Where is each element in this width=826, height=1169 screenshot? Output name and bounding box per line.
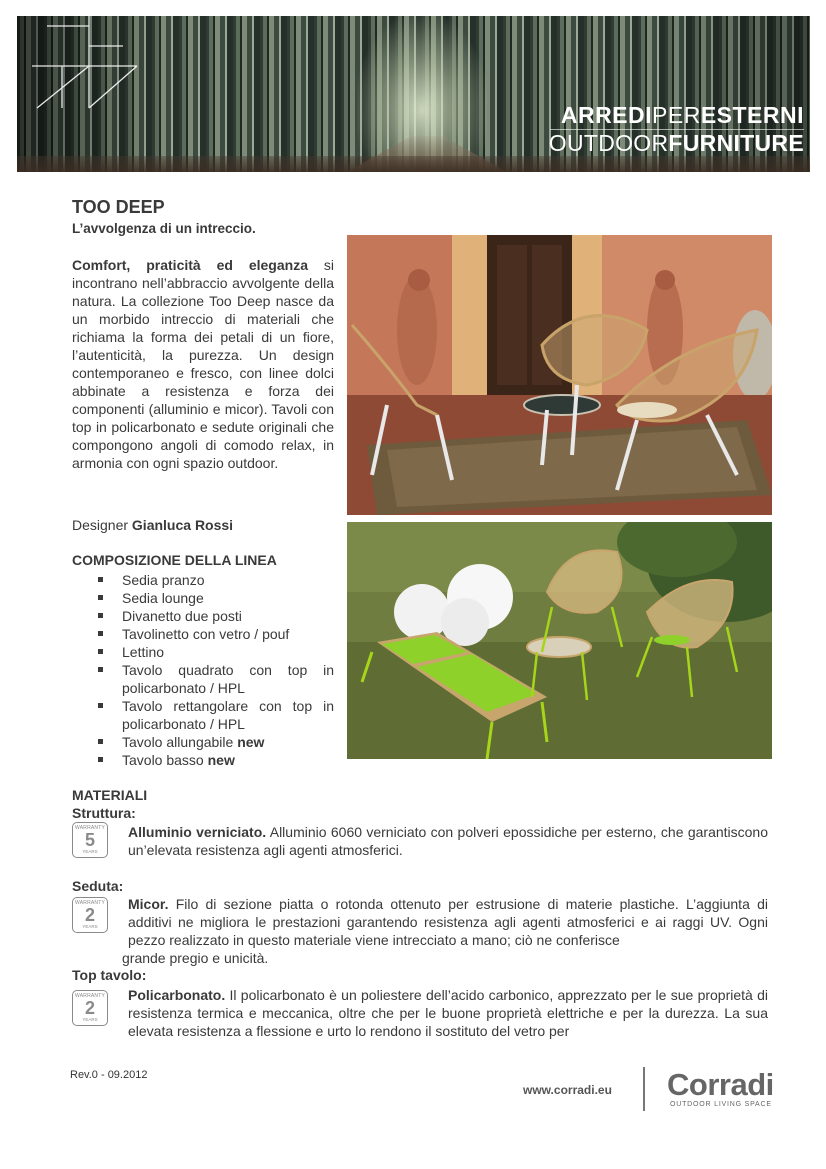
list-item: Tavolo basso new bbox=[72, 751, 334, 769]
intro-highlight: Comfort, praticità ed eleganza bbox=[72, 257, 308, 273]
product-photo-garden bbox=[347, 522, 772, 759]
list-item: Tavolinetto con vetro / pouf bbox=[72, 625, 334, 643]
product-title: TOO DEEP bbox=[72, 197, 165, 217]
list-item: Divanetto due posti bbox=[72, 607, 334, 625]
footer-divider bbox=[643, 1067, 645, 1111]
product-subtitle: L’avvolgenza di un intreccio. bbox=[72, 221, 256, 236]
seat-description: Micor. Filo di sezione piatta o rotonda ottenuto per estrusione di materie plastiche. L’aggiunta di additivi ne migliora le prestazioni garantendo resistenza agli agenti atmosferici e ai raggi UV. Ogni pezzo realizzato in questo materiale viene intrecciato a mano; ciò ne conferisce bbox=[128, 896, 768, 948]
designer-credit: Designer Gianluca Rossi bbox=[72, 517, 234, 533]
materials-title: MATERIALI bbox=[72, 787, 148, 803]
composition-list bbox=[72, 571, 334, 769]
list-item: Tavolo quadrato con top in policarbonato / HPL bbox=[72, 661, 334, 697]
header-banner bbox=[17, 16, 810, 172]
new-badge: new bbox=[207, 752, 235, 768]
warranty-2-years-icon: WARRANTY 2 YEARS bbox=[72, 897, 108, 933]
seat-label: Seduta: bbox=[72, 878, 124, 894]
composition-title: COMPOSIZIONE DELLA LINEA bbox=[72, 552, 277, 568]
warranty-2-years-icon: WARRANTY 2 YEARS bbox=[72, 990, 108, 1026]
logo-tagline: OUTDOOR LIVING SPACE bbox=[670, 1101, 772, 1108]
corradi-logo: Corradi bbox=[667, 1067, 774, 1102]
list-item: Sedia pranzo bbox=[72, 571, 334, 589]
new-badge: new bbox=[237, 734, 265, 750]
seat-description-end: grande pregio e unicità. bbox=[122, 950, 269, 966]
line-art-logo-icon bbox=[27, 16, 147, 116]
list-item: Tavolo rettangolare con top in policarbonato / HPL bbox=[72, 697, 334, 733]
structure-label: Struttura: bbox=[72, 805, 136, 821]
brand-line-italian: ARREDIPERESTERNI bbox=[560, 102, 804, 128]
website-link[interactable]: www.corradi.eu bbox=[523, 1083, 612, 1097]
table-top-label: Top tavolo: bbox=[72, 967, 147, 983]
warranty-5-years-icon: WARRANTY 5 YEARS bbox=[72, 822, 108, 858]
brand-line-english: OUTDOORFURNITURE bbox=[548, 130, 804, 156]
revision-label: Rev.0 - 09.2012 bbox=[70, 1069, 148, 1081]
structure-description: Alluminio verniciato. Alluminio 6060 verniciato con polveri epossidiche per esterno, che garantiscono un’elevata resistenza agli agenti atmosferici. bbox=[128, 824, 768, 858]
forest-ground bbox=[17, 156, 810, 172]
intro-text: si incontrano nell’abbraccio avvolgente della natura. La collezione Too Deep nasce da un morbido intreccio di materiali che richiama la forma dei petali di un fiore, l’autenticità, la purezza. Un design contemporaneo e fresco, con linee dolci abbinate a resistenza e forza dei componenti (alluminio e micor). Tavoli con top in policarbonato e sedute originali che compongono angoli di comodo relax, in armonia con ogni spazio outdoor. bbox=[72, 257, 334, 471]
table-top-description: Policarbonato. Il policarbonato è un poliestere dell’acido carbonico, apprezzato per le sue proprietà di resistenza termica e meccanica, oltre che per le buone proprietà elettriche e per la durezza. La sua elevata resistenza a flessione e urto lo rendono il sostituto del vetro per bbox=[128, 987, 768, 1039]
designer-name: Gianluca Rossi bbox=[131, 517, 234, 533]
list-item: Sedia lounge bbox=[72, 589, 334, 607]
product-description bbox=[72, 256, 334, 472]
list-item: Tavolo allungabile new bbox=[72, 733, 334, 751]
list-item: Lettino bbox=[72, 643, 334, 661]
product-photo-terrace bbox=[347, 235, 772, 515]
